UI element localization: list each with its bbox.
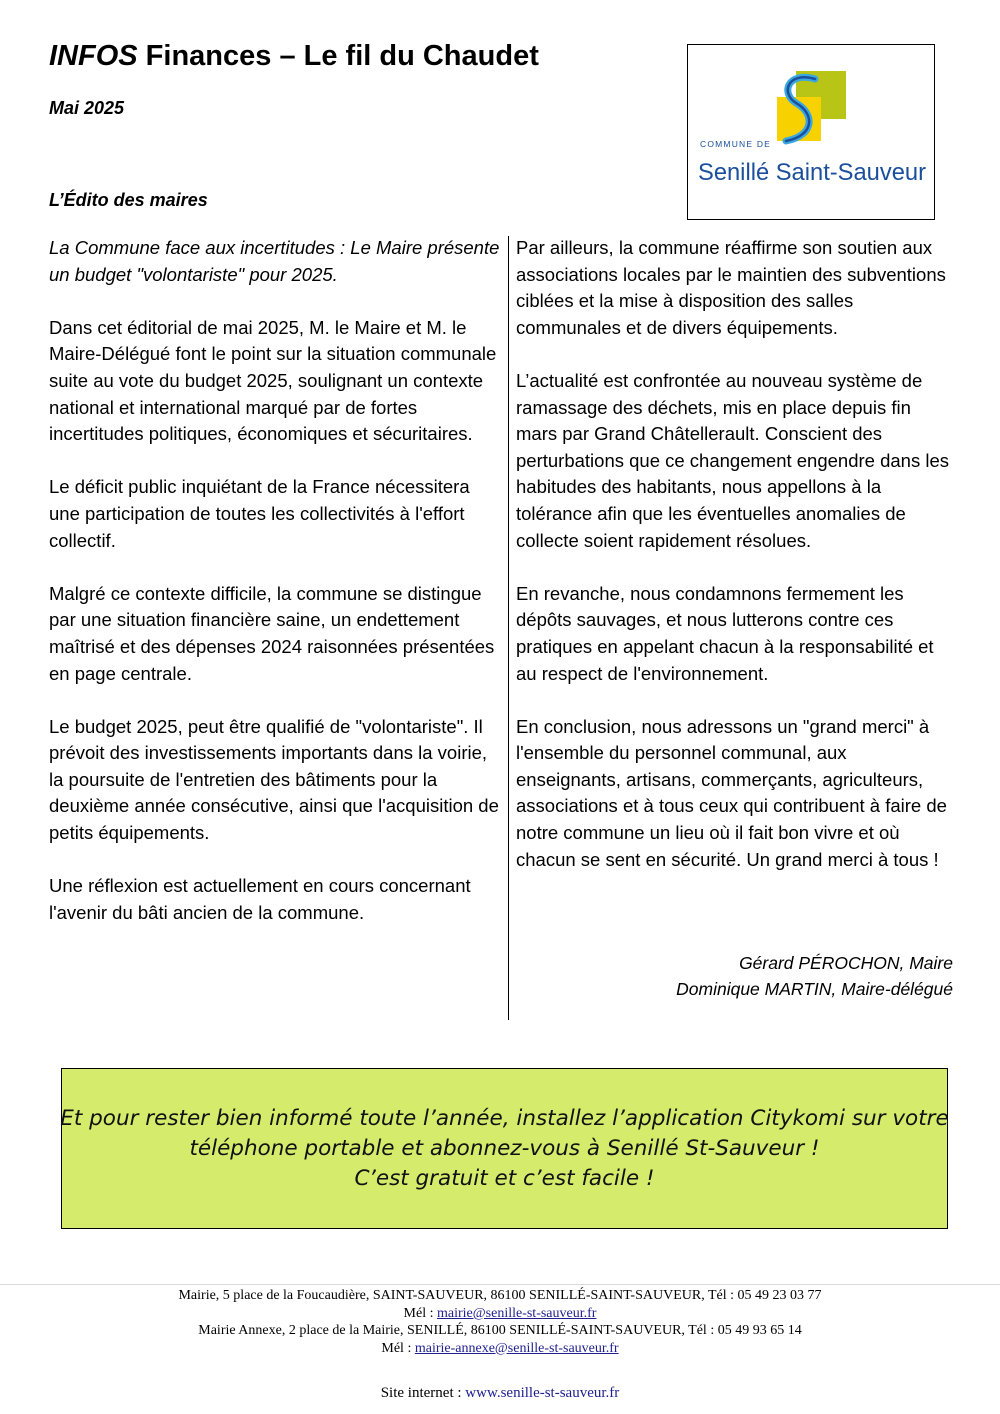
edito-paragraph: Malgré ce contexte difficile, la commune se distingue par une situation financière saine, un endettement maîtrisé et des dépenses 2024 raisonnées présentées en page centrale. — [49, 582, 495, 684]
edito-paragraph: Par ailleurs, la commune réaffirme son soutien aux associations locales par le maintien des subventions ciblées et la mise à disposition des salles communales et de divers équipements. — [516, 237, 946, 338]
edito-paragraph: Le budget 2025, peut être qualifié de "volontariste". Il prévoit des investissements importants dans la voirie, la poursuite de l'entretien des bâtiments pour la deuxième année consécutive, ainsi que l'acquisition de petits équipements. — [49, 715, 499, 844]
promo-line: C’est gratuit et c’est facile ! — [354, 1165, 655, 1191]
logo-line2b: Saint-Sauveur — [769, 159, 928, 186]
promo-line: téléphone portable et abonnez-vous à Senillé St-Sauveur ! — [189, 1135, 820, 1161]
edito-paragraph: En revanche, nous condamnons fermement les dépôts sauvages, et nous lutterons contre ces pratiques en appelant chacun à la responsabilité et au respect de l'environnement. — [516, 582, 934, 684]
title-rest: Finances – Le fil du Chaudet — [137, 40, 539, 72]
edito-right-column — [516, 235, 954, 900]
edito-paragraph: L’actualité est confrontée au nouveau système de ramassage des déchets, mis en place depuis fin mars par Grand Châtellerault. Conscient des perturbations que ce changement engendre dans les habitudes des habitants, nous appellons à la tolérance afin que les éventuelles anomalies de collecte soient rapidement résolues. — [516, 369, 949, 551]
mel-label: Mél : — [403, 1305, 437, 1321]
footer-mairie-email-line — [0, 1305, 1000, 1323]
site-label: Site internet : — [380, 1385, 466, 1401]
edito-paragraph: En conclusion, nous adressons un "grand merci" à l'ensemble du personnel communal, aux enseignants, artisans, commerçants, agriculteurs, associations et à tous ceux qui contribuent à faire de notre commune un lieu où il fait bon vivre et où chacun se sent en sécurité. Un grand merci à tous ! — [516, 715, 947, 870]
footer-rule — [0, 1284, 1000, 1285]
footer-annexe-address: Mairie Annexe, 2 place de la Mairie, SENILLÉ, 86100 SENILLÉ-SAINT-SAUVEUR, Tél : 05 49 93 65 14 — [198, 1323, 802, 1338]
page-title — [49, 36, 539, 76]
edito-lead: La Commune face aux incertitudes : Le Maire présente un budget "volontariste" pour 2025. — [49, 237, 500, 285]
mairie-email-link[interactable]: mairie@senille-st-sauveur.fr — [437, 1305, 597, 1321]
commune-logo — [687, 44, 935, 220]
citykomi-promo-box — [61, 1068, 948, 1229]
edito-left-column — [49, 235, 501, 953]
svg-text:Senillé Saint-Sauveur — [698, 159, 926, 186]
edito-heading: L’Édito des maires — [49, 190, 208, 210]
edito-paragraph: Dans cet éditorial de mai 2025, M. le Maire et M. le Maire-Délégué font le point sur la situation communale suite au vote du budget 2025, soulignant un contexte national et international marqué par de fortes incertitudes politiques, économiques et sécuritaires. — [49, 316, 497, 445]
commune-logo-icon — [688, 45, 934, 219]
footer — [0, 1287, 1000, 1403]
issue-date: Mai 2025 — [49, 98, 125, 118]
logo-line1: COMMUNE DE — [700, 139, 772, 149]
footer-annexe-email-line — [0, 1340, 1000, 1358]
column-divider — [508, 236, 509, 1020]
footer-mairie-address: Mairie, 5 place de la Foucaudière, SAINT-SAUVEUR, 86100 SENILLÉ-SAINT-SAUVEUR, Tél : 05 49 23 03 77 — [178, 1288, 822, 1303]
edito-paragraph: Une réflexion est actuellement en cours concernant l'avenir du bâti ancien de la commune. — [49, 875, 471, 923]
promo-line: Et pour rester bien informé toute l’année, installez l’application Citykomi sur votre — [60, 1105, 949, 1131]
edito-paragraph: Le déficit public inquiétant de la France nécessitera une participation de toutes les collectivités à l'effort collectif. — [49, 476, 470, 551]
annexe-email-link[interactable]: mairie-annexe@senille-st-sauveur.fr — [414, 1340, 619, 1356]
title-infos: INFOS — [49, 40, 138, 72]
logo-line2a: Senillé — [698, 159, 771, 186]
mel-label: Mél : — [381, 1340, 415, 1356]
signature — [676, 950, 953, 1002]
signature-maire-delegue: Dominique MARTIN, Maire-délégué — [676, 979, 953, 999]
site-url-link[interactable]: www.senille-st-sauveur.fr — [465, 1385, 620, 1401]
footer-site-line — [0, 1385, 1000, 1403]
signature-maire: Gérard PÉROCHON, Maire — [739, 953, 953, 973]
